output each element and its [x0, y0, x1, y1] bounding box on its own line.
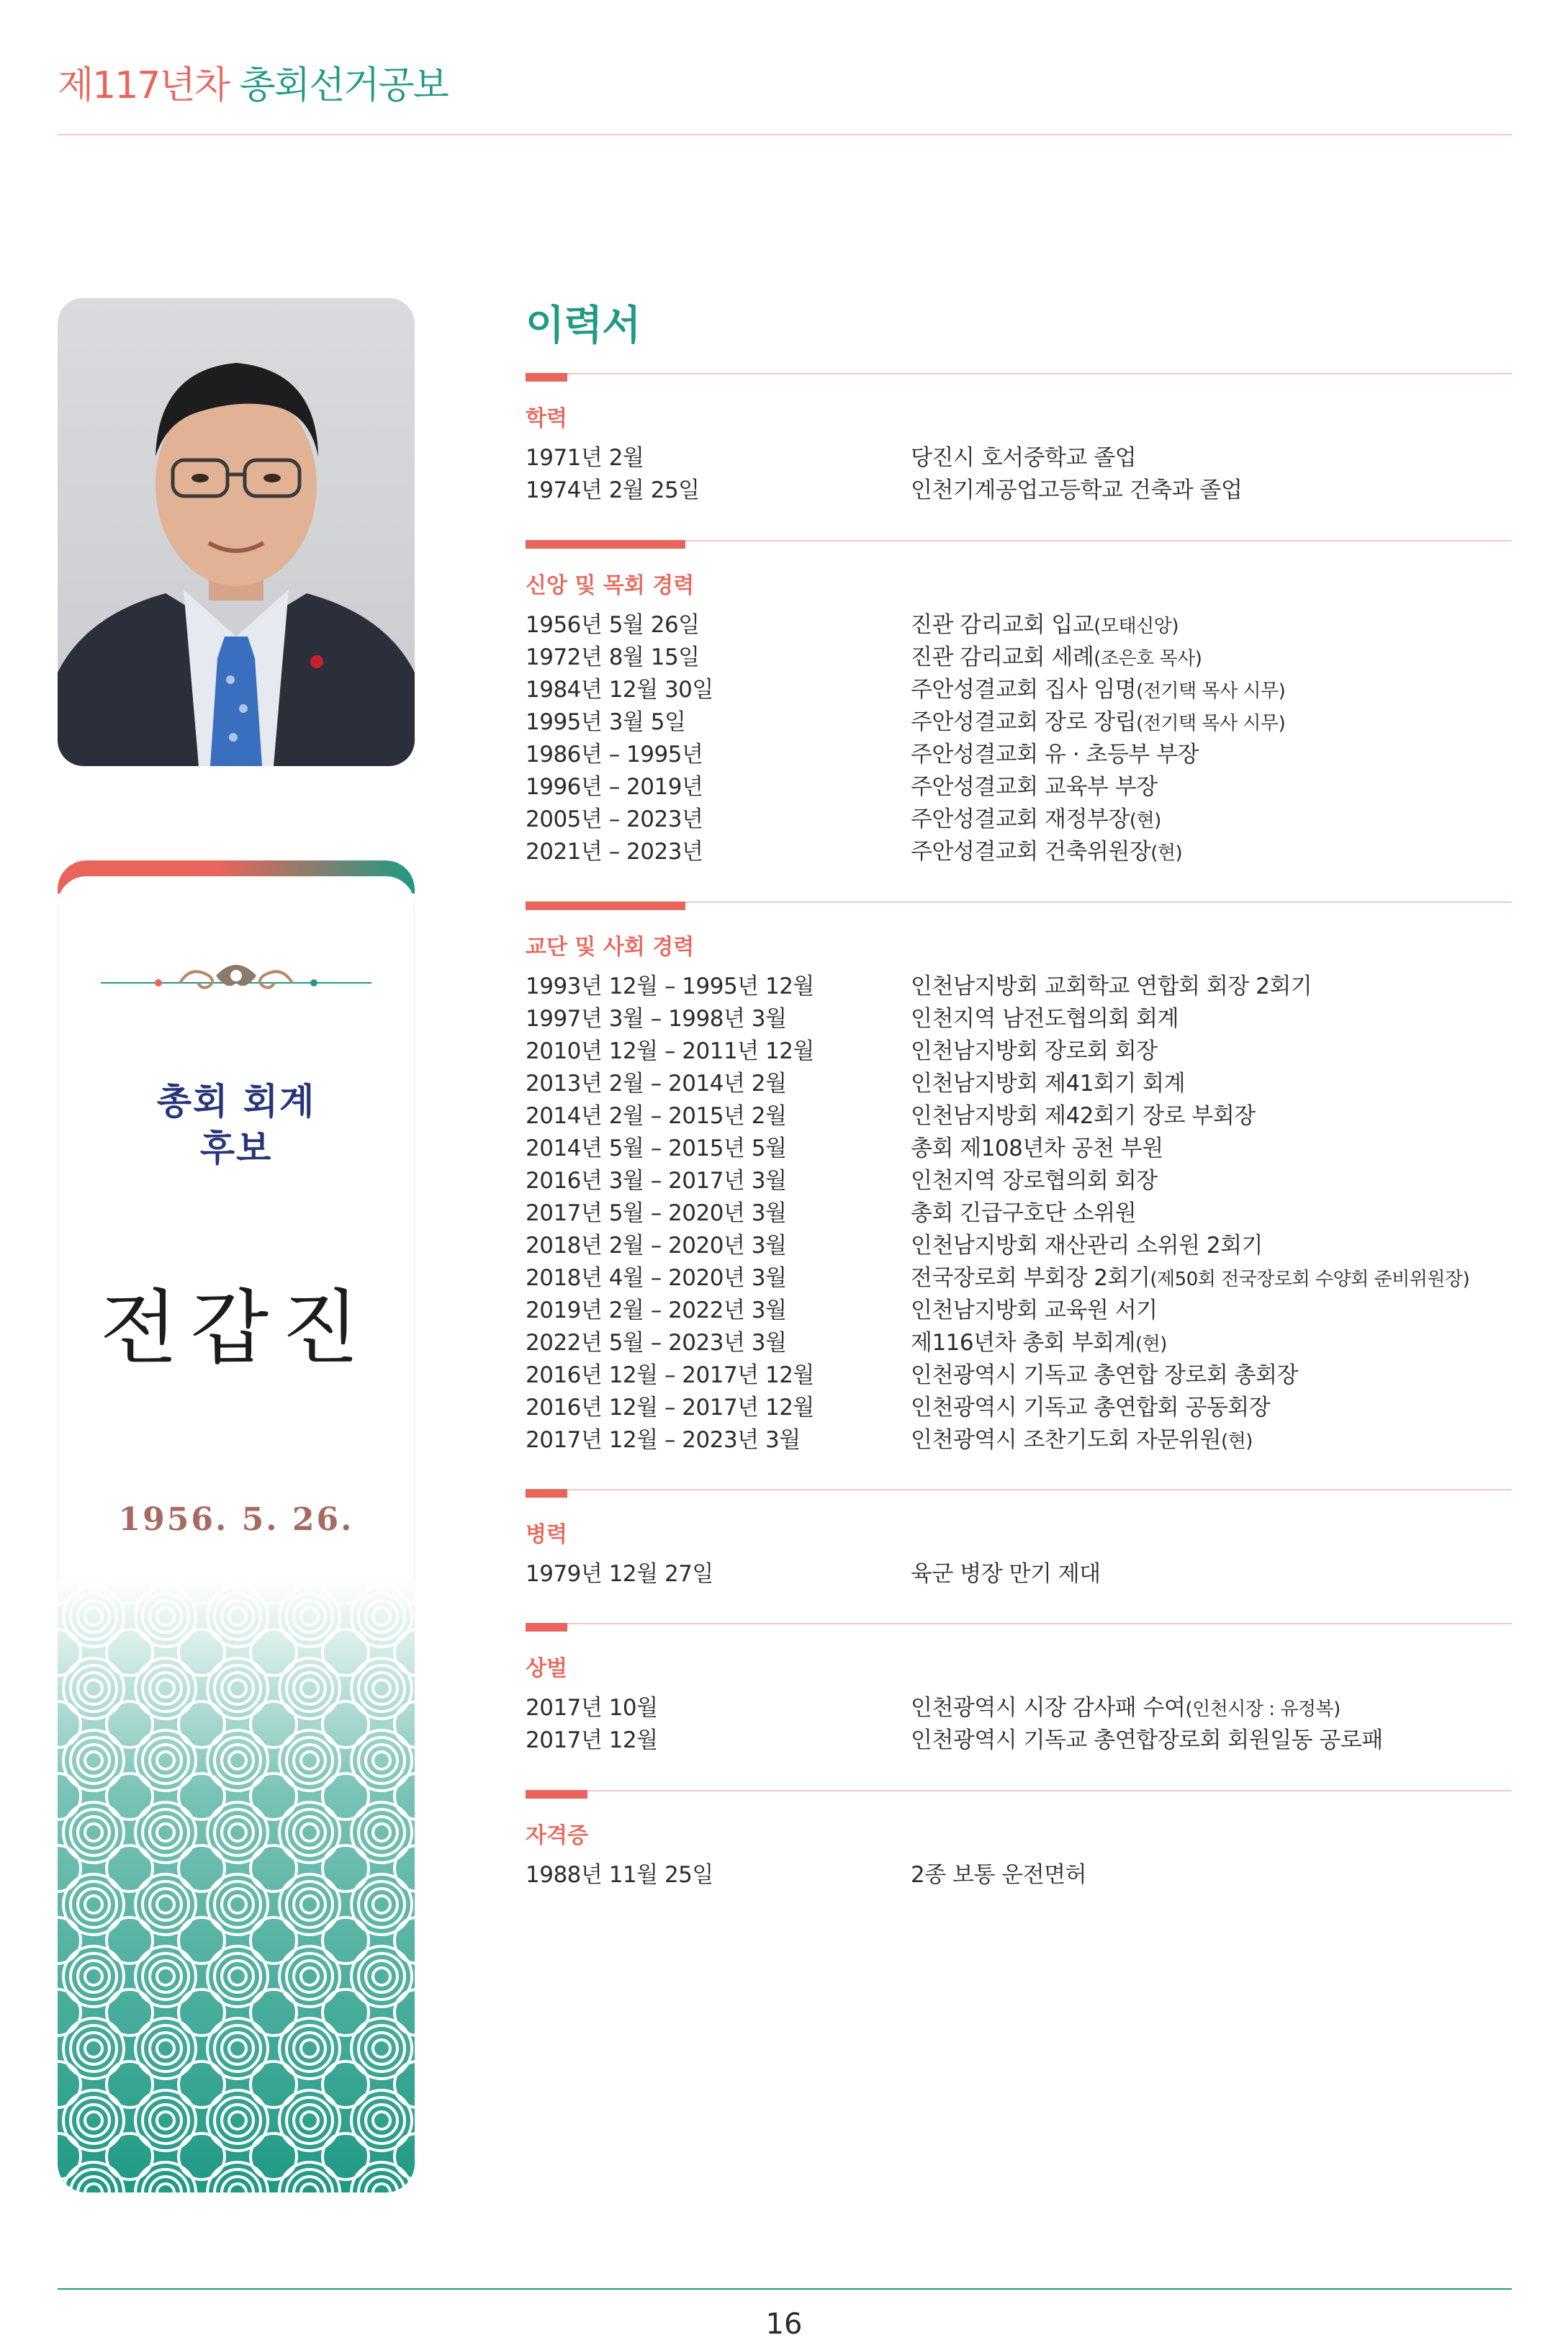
row-date: 2018년 4월 – 2020년 3월 [526, 1265, 787, 1291]
row-date: 2014년 2월 – 2015년 2월 [526, 1103, 787, 1129]
resume-row [526, 1097, 1512, 1130]
resume-row [526, 639, 1512, 671]
row-description [911, 1259, 1469, 1292]
row-description-text: 주안성결교회 재정부장 [911, 806, 1130, 832]
resume-row [526, 801, 1512, 833]
resume-row [526, 1130, 1512, 1162]
row-description-text: 인천남지방회 교회학교 연합회 회장 2회기 [911, 973, 1312, 999]
row-description-text: 제116년차 총회 부회계 [911, 1330, 1135, 1356]
row-date: 2014년 5월 – 2015년 5월 [526, 1135, 787, 1161]
resume-row [526, 768, 1512, 801]
row-description [911, 1000, 1179, 1033]
row-note: (현) [1220, 1431, 1253, 1452]
resume-row [526, 1689, 1512, 1722]
row-description [911, 833, 1182, 865]
resume-row [526, 1000, 1512, 1033]
section-rows [526, 1689, 1512, 1754]
row-description [911, 1555, 1101, 1588]
section-heading: 병력 [526, 1522, 567, 1547]
header-divider [58, 134, 1512, 135]
section-heading: 상벌 [526, 1656, 567, 1681]
ornament-divider [101, 954, 371, 1012]
row-description-text: 인천광역시 기독교 총연합회 공동회장 [911, 1395, 1271, 1421]
candidate-name: 전갑진 [99, 1282, 373, 1375]
candidate-card [58, 860, 415, 2192]
row-description [911, 1130, 1163, 1162]
row-description [911, 1097, 1256, 1130]
row-note: (현) [1135, 1333, 1167, 1355]
row-date: 2005년 – 2023년 [526, 806, 703, 832]
row-description-text: 인천남지방회 재산관리 소위원 2회기 [911, 1233, 1263, 1259]
row-date: 1996년 – 2019년 [526, 774, 703, 800]
row-date: 1974년 2월 25일 [526, 477, 700, 503]
wave-pattern [58, 1580, 415, 2192]
row-date: 2019년 2월 – 2022년 3월 [526, 1297, 787, 1323]
row-description [911, 1324, 1167, 1357]
row-description [911, 439, 1136, 472]
resume-row [526, 472, 1512, 504]
section-heading: 학력 [526, 406, 567, 431]
section-rows [526, 1555, 1512, 1588]
row-date: 2021년 – 2023년 [526, 839, 703, 865]
header-title: 총회선거공보 [239, 64, 448, 107]
resume-row [526, 1259, 1512, 1292]
row-description-text: 진관 감리교회 세례 [911, 644, 1094, 670]
section-heading: 교단 및 사회 경력 [526, 935, 695, 960]
row-description-text: 인천광역시 기독교 총연합장로회 회원일동 공로패 [911, 1727, 1383, 1753]
resume-row [526, 703, 1512, 736]
resume-title: 이력서 [526, 302, 641, 349]
candidate-birthdate: 1956. 5. 26. [118, 1501, 354, 1538]
resume-row [526, 1227, 1512, 1259]
row-note: (현) [1150, 842, 1183, 864]
row-description [911, 703, 1285, 736]
row-note: (전기택 목사 시무) [1136, 713, 1286, 734]
resume-row [526, 1357, 1512, 1389]
row-description-text: 인천광역시 조찬기도회 자문위원 [911, 1427, 1221, 1453]
header-year: 제117년차 [58, 64, 229, 107]
row-date: 2016년 3월 – 2017년 3월 [526, 1168, 787, 1194]
row-description-text: 총회 긴급구호단 소위원 [911, 1200, 1137, 1226]
row-description [911, 671, 1285, 703]
row-description-text: 인천지역 남전도협의회 회계 [911, 1006, 1179, 1032]
resume-row [526, 1421, 1512, 1454]
resume-row [526, 736, 1512, 768]
row-description-text: 인천기계공업고등학교 건축과 졸업 [911, 477, 1243, 503]
row-description [911, 736, 1199, 768]
row-description [911, 1162, 1158, 1195]
row-description-text: 주안성결교회 장로 장립 [911, 709, 1137, 735]
row-note: (전기택 목사 시무) [1136, 680, 1286, 702]
section-rows [526, 606, 1512, 865]
row-description [911, 1357, 1298, 1389]
row-description [911, 1292, 1158, 1324]
row-description [911, 1421, 1253, 1454]
row-note: (모태신앙) [1094, 616, 1179, 637]
row-date: 2016년 12월 – 2017년 12월 [526, 1362, 814, 1388]
row-description [911, 606, 1179, 639]
row-description-text: 인천광역시 기독교 총연합 장로회 총회장 [911, 1362, 1298, 1388]
section-rows [526, 968, 1512, 1454]
row-date: 2018년 2월 – 2020년 3월 [526, 1233, 787, 1259]
row-date: 2016년 12월 – 2017년 12월 [526, 1395, 814, 1421]
row-description-text: 인천광역시 시장 감사패 수여 [911, 1695, 1186, 1721]
row-note: (인천시장 : 유정복) [1185, 1699, 1341, 1720]
section-rows [526, 439, 1512, 504]
resume-row [526, 1292, 1512, 1324]
row-description-text: 주안성결교회 교육부 부장 [911, 774, 1158, 800]
row-description-text: 당진시 호서중학교 졸업 [911, 445, 1137, 471]
row-date: 1979년 12월 27일 [526, 1561, 713, 1587]
row-description [911, 1689, 1341, 1722]
resume-row [526, 1324, 1512, 1357]
resume-row [526, 1389, 1512, 1421]
row-description-text: 진관 감리교회 입교 [911, 612, 1094, 638]
row-date: 1984년 12월 30일 [526, 677, 713, 703]
row-description-text: 인천남지방회 제41회기 회계 [911, 1071, 1186, 1097]
row-date: 1997년 3월 – 1998년 3월 [526, 1006, 787, 1032]
position-title-line1: 총회 회계 [156, 1081, 316, 1123]
resume-row [526, 1722, 1512, 1754]
row-description-text: 인천남지방회 제42회기 장로 부회장 [911, 1103, 1256, 1129]
row-description-text: 주안성결교회 유 · 초등부 부장 [911, 742, 1199, 768]
row-date: 2017년 12월 [526, 1727, 658, 1753]
row-description-text: 총회 제108년차 공천 부원 [911, 1135, 1163, 1161]
row-note: (조은호 목사) [1094, 648, 1202, 670]
row-date: 1986년 – 1995년 [526, 742, 703, 768]
section-rows [526, 1856, 1512, 1889]
row-description [911, 1033, 1158, 1065]
row-description [911, 1195, 1136, 1227]
row-date: 2017년 5월 – 2020년 3월 [526, 1200, 787, 1226]
row-description [911, 968, 1312, 1000]
row-description [911, 1065, 1185, 1097]
row-date: 2017년 10월 [526, 1695, 658, 1721]
row-date: 2022년 5월 – 2023년 3월 [526, 1330, 787, 1356]
section-heading: 신앙 및 목회 경력 [526, 573, 695, 598]
row-description [911, 472, 1242, 504]
row-description [911, 1389, 1270, 1421]
row-note: (제50회 전국장로회 수양회 준비위원장) [1150, 1269, 1470, 1290]
row-description-text: 전국장로회 부회장 2회기 [911, 1265, 1150, 1291]
row-date: 1988년 11월 25일 [526, 1862, 713, 1888]
row-description [911, 768, 1158, 801]
row-description-text: 주안성결교회 집사 임명 [911, 677, 1137, 703]
row-date: 2017년 12월 – 2023년 3월 [526, 1427, 801, 1453]
footer-divider [58, 2288, 1512, 2290]
row-description [911, 1856, 1086, 1889]
document-header [58, 55, 448, 109]
page-number: 16 [765, 2308, 803, 2341]
resume-row [526, 833, 1512, 865]
resume-row [526, 439, 1512, 472]
row-description [911, 801, 1161, 833]
row-description-text: 주안성결교회 건축위원장 [911, 839, 1151, 865]
resume-row [526, 606, 1512, 639]
resume-row [526, 1856, 1512, 1889]
row-description-text: 육군 병장 만기 제대 [911, 1561, 1101, 1587]
row-date: 1995년 3월 5일 [526, 709, 686, 735]
row-date: 1972년 8월 15일 [526, 644, 700, 670]
resume-row [526, 1162, 1512, 1195]
row-date: 1993년 12월 – 1995년 12월 [526, 973, 814, 999]
row-description-text: 인천남지방회 장로회 회장 [911, 1038, 1158, 1064]
resume-row [526, 1033, 1512, 1065]
resume-row [526, 1065, 1512, 1097]
row-description-text: 인천지역 장로협의회 회장 [911, 1168, 1158, 1194]
resume-row [526, 1555, 1512, 1588]
resume-row [526, 671, 1512, 703]
row-description-text: 2종 보통 운전면허 [911, 1862, 1087, 1888]
row-description [911, 639, 1202, 671]
position-title-line2: 후보 [199, 1128, 273, 1169]
row-date: 1956년 5월 26일 [526, 612, 700, 638]
row-note: (현) [1129, 810, 1161, 832]
resume-row [526, 1195, 1512, 1227]
row-description [911, 1722, 1383, 1754]
row-description-text: 인천남지방회 교육원 서기 [911, 1297, 1158, 1323]
row-date: 2010년 12월 – 2011년 12월 [526, 1038, 814, 1064]
row-date: 1971년 2월 [526, 445, 644, 471]
resume-row [526, 968, 1512, 1000]
row-description [911, 1227, 1263, 1259]
section-heading: 자격증 [526, 1823, 588, 1848]
row-date: 2013년 2월 – 2014년 2월 [526, 1071, 787, 1097]
candidate-photo [58, 298, 415, 766]
